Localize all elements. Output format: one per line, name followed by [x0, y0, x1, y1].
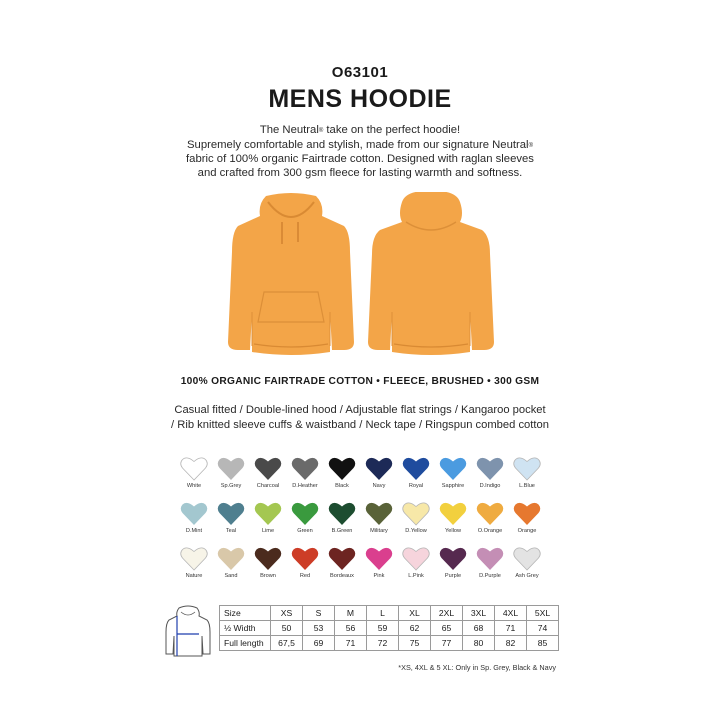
color-swatch[interactable] — [250, 501, 286, 534]
table-cell: 80 — [463, 636, 495, 651]
color-swatch[interactable] — [398, 456, 434, 489]
color-swatch[interactable] — [472, 501, 508, 534]
feature-list — [0, 403, 720, 432]
color-swatch[interactable] — [509, 456, 545, 489]
description-line-2: Supremely comfortable and stylish, made from our signature Neutral — [187, 138, 529, 151]
table-cell: L — [367, 606, 399, 621]
heart-swatch-icon — [217, 456, 245, 481]
table-row — [220, 636, 559, 651]
table-cell: Size — [220, 606, 271, 621]
table-cell: M — [335, 606, 367, 621]
color-swatch[interactable] — [287, 501, 323, 534]
measurement-diagram-icon — [165, 604, 211, 658]
table-cell: XS — [271, 606, 303, 621]
color-swatches — [176, 456, 546, 584]
color-swatch-label: L.Pink — [408, 573, 424, 579]
fabric-specs: 100% ORGANIC FAIRTRADE COTTON • FLEECE, BRUSHED • 300 GSM — [180, 376, 540, 387]
heart-swatch-icon — [291, 501, 319, 526]
availability-note: *XS, 4XL & 5 XL: Only in Sp. Grey, Black & Navy — [398, 663, 556, 672]
color-swatch-label: Sp.Grey — [220, 483, 242, 489]
color-swatch-label: Sapphire — [441, 483, 465, 489]
color-swatch[interactable] — [176, 501, 212, 534]
table-cell: 2XL — [431, 606, 463, 621]
table-cell: 77 — [431, 636, 463, 651]
table-cell: 68 — [463, 621, 495, 636]
table-cell: 82 — [495, 636, 527, 651]
features-line-2: / Rib knitted sleeve cuffs & waistband / Neck tape / Ringspun combed cotton — [171, 418, 549, 431]
color-swatch[interactable] — [398, 501, 434, 534]
heart-swatch-icon — [328, 501, 356, 526]
color-swatch[interactable] — [176, 546, 212, 579]
heart-swatch-icon — [291, 456, 319, 481]
product-code: O63101 — [331, 64, 389, 81]
table-cell: 59 — [367, 621, 399, 636]
table-cell: 71 — [335, 636, 367, 651]
color-swatch-label: Teal — [225, 528, 237, 534]
heart-swatch-icon — [402, 546, 430, 571]
heart-swatch-icon — [476, 501, 504, 526]
color-swatch-label: White — [186, 483, 202, 489]
color-swatch[interactable] — [361, 456, 397, 489]
registered-mark: ® — [318, 128, 324, 134]
heart-swatch-icon — [254, 546, 282, 571]
table-row — [220, 606, 559, 621]
table-cell: 4XL — [495, 606, 527, 621]
table-cell: XL — [399, 606, 431, 621]
color-swatch[interactable] — [435, 546, 471, 579]
color-swatch-label: Black — [335, 483, 349, 489]
color-swatch[interactable] — [176, 456, 212, 489]
heart-swatch-icon — [365, 501, 393, 526]
color-swatch-label: Charcoal — [256, 483, 280, 489]
color-swatch-label: Pink — [373, 573, 385, 579]
color-swatch[interactable] — [250, 546, 286, 579]
color-swatch-label: Brown — [260, 573, 276, 579]
color-swatch-label: Navy — [372, 483, 386, 489]
table-cell: 53 — [303, 621, 335, 636]
table-cell: 3XL — [463, 606, 495, 621]
color-swatch-label: Green — [297, 528, 313, 534]
color-swatch-label: Orange — [517, 528, 537, 534]
heart-swatch-icon — [254, 501, 282, 526]
table-cell: 5XL — [527, 606, 559, 621]
heart-swatch-icon — [439, 501, 467, 526]
color-swatch[interactable] — [435, 456, 471, 489]
color-swatch-label: Sand — [224, 573, 238, 579]
table-cell: 62 — [399, 621, 431, 636]
table-row — [220, 621, 559, 636]
heart-swatch-icon — [439, 546, 467, 571]
registered-mark: ® — [528, 142, 533, 149]
heart-swatch-icon — [217, 546, 245, 571]
color-swatch-label: Military — [370, 528, 388, 534]
color-swatch[interactable] — [435, 501, 471, 534]
hoodie-front-image — [226, 192, 356, 360]
color-swatch[interactable] — [472, 456, 508, 489]
color-swatch[interactable] — [509, 546, 545, 579]
heart-swatch-icon — [180, 501, 208, 526]
heart-swatch-icon — [291, 546, 319, 571]
color-swatch-label: Purple — [444, 573, 462, 579]
table-cell: 56 — [335, 621, 367, 636]
heart-swatch-icon — [513, 501, 541, 526]
color-swatch[interactable] — [361, 501, 397, 534]
table-cell: 71 — [495, 621, 527, 636]
table-cell: 74 — [527, 621, 559, 636]
heart-swatch-icon — [365, 456, 393, 481]
size-table — [219, 605, 559, 651]
table-cell: 72 — [367, 636, 399, 651]
color-swatch-label: D.Yellow — [405, 528, 427, 534]
color-swatch-label: Royal — [408, 483, 424, 489]
color-swatch[interactable] — [324, 456, 360, 489]
heart-swatch-icon — [402, 456, 430, 481]
color-swatch[interactable] — [287, 546, 323, 579]
product-description — [160, 124, 560, 180]
color-swatch-label: Lime — [261, 528, 275, 534]
color-swatch[interactable] — [324, 546, 360, 579]
table-cell: ½ Width — [220, 621, 271, 636]
color-swatch-label: L.Blue — [519, 483, 535, 489]
color-swatch-label: Nature — [185, 573, 203, 579]
color-swatch[interactable] — [324, 501, 360, 534]
heart-swatch-icon — [328, 546, 356, 571]
color-swatch[interactable] — [213, 546, 249, 579]
color-swatch-label: B.Green — [331, 528, 353, 534]
color-swatch[interactable] — [472, 546, 508, 579]
heart-swatch-icon — [439, 456, 467, 481]
color-swatch[interactable] — [250, 456, 286, 489]
color-swatch[interactable] — [287, 456, 323, 489]
color-swatch[interactable] — [509, 501, 545, 534]
color-swatch-label: Bordeaux — [330, 573, 354, 579]
color-swatch-label: D.Heather — [292, 483, 318, 489]
color-swatch-label: D.Purple — [479, 573, 501, 579]
table-cell: 50 — [271, 621, 303, 636]
table-cell: S — [303, 606, 335, 621]
color-swatch[interactable] — [213, 456, 249, 489]
description-line-1-end: take on the perfect hoodie! — [323, 124, 461, 136]
description-line-1: The Neutral — [259, 124, 319, 136]
hoodie-back-image — [366, 192, 496, 360]
heart-swatch-icon — [476, 546, 504, 571]
table-cell: 75 — [399, 636, 431, 651]
features-line-1: Casual fitted / Double-lined hood / Adjustable flat strings / Kangaroo pocket — [174, 404, 546, 416]
description-line-3: fabric of 100% organic Fairtrade cotton. Designed with raglan sleeves — [186, 153, 534, 166]
color-swatch-label: Yellow — [445, 528, 461, 534]
color-swatch[interactable] — [398, 546, 434, 579]
color-swatch-label: Ash Grey — [515, 573, 539, 579]
color-swatch[interactable] — [213, 501, 249, 534]
product-title: MENS HOODIE — [268, 85, 452, 113]
heart-swatch-icon — [476, 456, 504, 481]
color-swatch-label: D.Indigo — [479, 483, 501, 489]
color-swatch-label: D.Mint — [185, 528, 203, 534]
description-line-4: and crafted from 300 gsm fleece for lasting warmth and softness. — [197, 166, 523, 179]
table-cell: 65 — [431, 621, 463, 636]
heart-swatch-icon — [180, 546, 208, 571]
color-swatch-label: O.Orange — [477, 528, 503, 534]
table-cell: 69 — [303, 636, 335, 651]
heart-swatch-icon — [217, 501, 245, 526]
table-cell: 85 — [527, 636, 559, 651]
table-cell: Full length — [220, 636, 271, 651]
color-swatch-label: Red — [299, 573, 311, 579]
heart-swatch-icon — [513, 456, 541, 481]
heart-swatch-icon — [402, 501, 430, 526]
heart-swatch-icon — [365, 546, 393, 571]
heart-swatch-icon — [180, 456, 208, 481]
heart-swatch-icon — [513, 546, 541, 571]
color-swatch[interactable] — [361, 546, 397, 579]
table-cell: 67,5 — [271, 636, 303, 651]
heart-swatch-icon — [254, 456, 282, 481]
heart-swatch-icon — [328, 456, 356, 481]
